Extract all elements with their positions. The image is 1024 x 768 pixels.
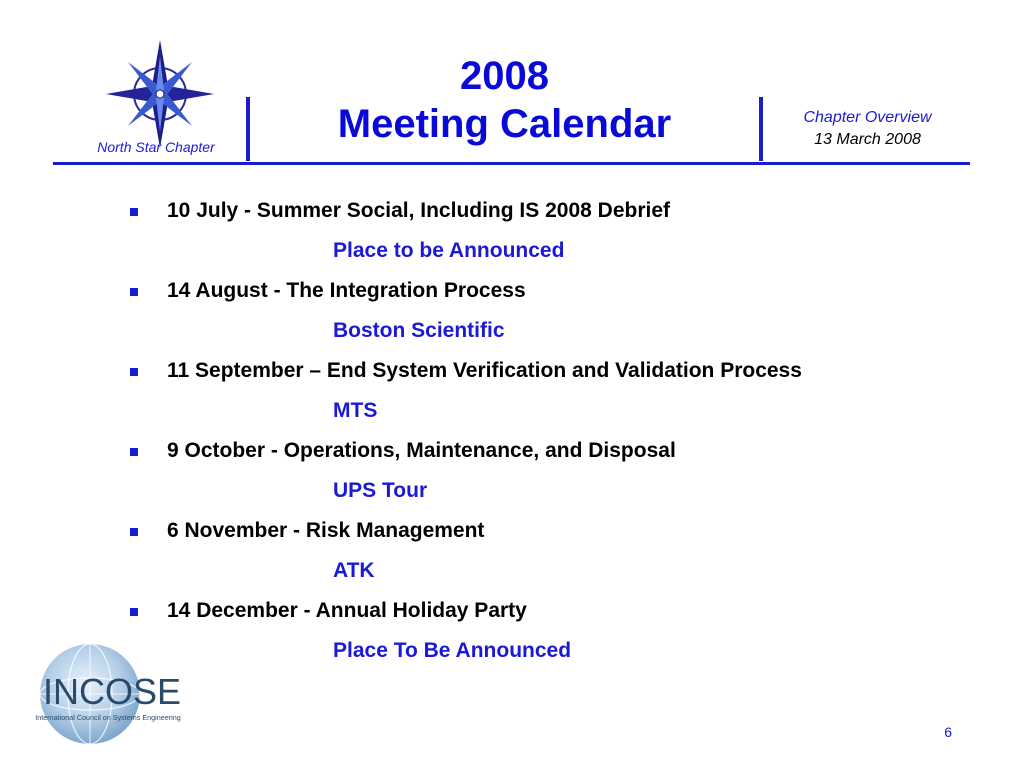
event-venue: ATK <box>333 559 375 582</box>
incose-logo <box>28 642 198 750</box>
event-list <box>0 196 1024 676</box>
event-item <box>0 356 1024 436</box>
event-venue: Boston Scientific <box>333 319 505 342</box>
globe-icon <box>28 642 198 750</box>
event-title: 14 December - Annual Holiday Party <box>167 599 527 622</box>
slide-title <box>250 52 759 148</box>
header-rule <box>53 162 970 165</box>
header-divider-right <box>759 97 763 161</box>
event-venue: UPS Tour <box>333 479 428 502</box>
event-item <box>0 436 1024 516</box>
square-bullet-icon <box>130 608 138 616</box>
title-text: Meeting Calendar <box>337 102 672 146</box>
chapter-name: North Star Chapter <box>97 139 215 155</box>
overview-title: Chapter Overview <box>803 109 932 126</box>
page-number: 6 <box>944 724 952 740</box>
square-bullet-icon <box>130 448 138 456</box>
square-bullet-icon <box>130 528 138 536</box>
event-title: 14 August - The Integration Process <box>167 279 526 302</box>
title-year: 2008 <box>460 54 549 98</box>
incose-wordmark: INCOSE <box>42 671 182 712</box>
event-title: 9 October - Operations, Maintenance, and Disposal <box>167 439 676 462</box>
overview-date: 13 March 2008 <box>814 131 921 148</box>
square-bullet-icon <box>130 208 138 216</box>
event-venue: Place to be Announced <box>333 239 565 262</box>
north-star-logo <box>104 38 216 150</box>
event-item <box>0 196 1024 276</box>
chapter-overview <box>770 107 965 151</box>
event-venue: Place To Be Announced <box>333 639 572 662</box>
event-item <box>0 516 1024 596</box>
event-venue: MTS <box>333 399 378 422</box>
event-title: 11 September – End System Verification and Validation Process <box>167 359 802 382</box>
event-title: 6 November - Risk Management <box>167 519 485 542</box>
square-bullet-icon <box>130 368 138 376</box>
event-title: 10 July - Summer Social, Including IS 2008 Debrief <box>167 199 671 222</box>
compass-star-icon <box>104 38 216 150</box>
event-item <box>0 276 1024 356</box>
square-bullet-icon <box>130 288 138 296</box>
incose-subtitle: International Council on Systems Engineering <box>35 713 181 722</box>
